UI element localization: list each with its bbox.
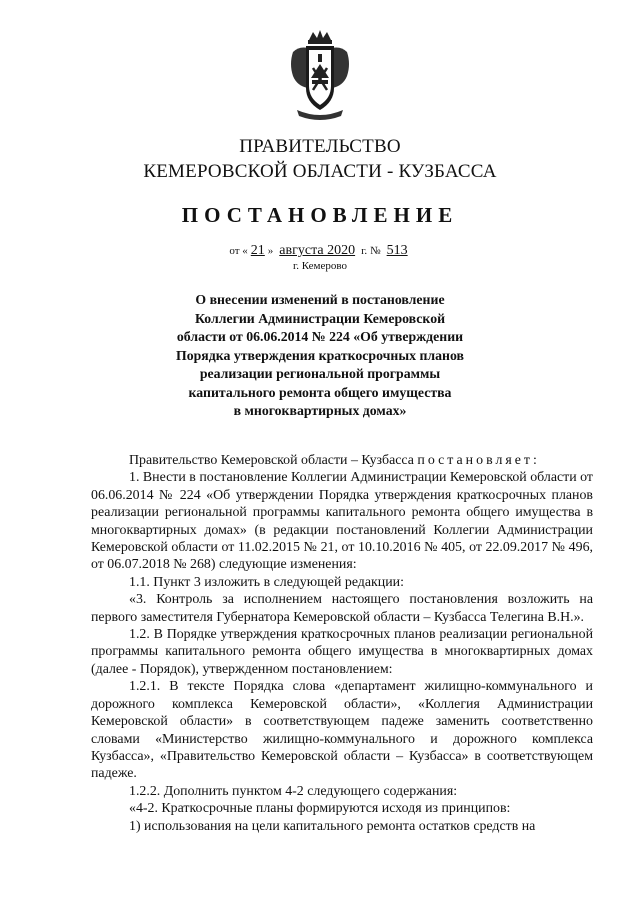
date-day: 21 [250,243,265,258]
title-line: Коллегии Администрации Кемеровской [194,310,446,326]
paragraph: 1) использования на цели капитального ремонта остатков средств на [129,818,536,834]
title-line: в многоквартирных домах» [233,403,407,418]
document-type: ПОСТАНОВЛЕНИЕ [181,203,459,227]
paragraph: 1.2. В Порядке утверждения краткосрочных планов реализации региональной программы капитального ремонта общего имущества в многоквартирных домах (далее - Порядок), утвержденном постановлением: [91,627,593,677]
title-line: капитального ремонта общего имущества [188,384,452,400]
date-prefix: от « [229,245,248,257]
paragraph: 1.1. Пункт 3 изложить в следующей редакции: [129,574,404,590]
paragraph: 1.2.1. В тексте Порядка слова «департамент жилищно-коммунального и дорожного комплекса Кемеровской области», «Коллегия Администрации Кемеровской области» в соответствующем падеже заменить соответственно словами «Министерство жилищно-коммунального и дорожного комплекса Кузбасса», «Правительство Кемеровской области – Кузбасса» в соответствующем падеже. [91,679,593,782]
document-body [91,452,593,835]
document-title [140,291,500,421]
paragraph: «3. Контроль за исполнением настоящего постановления возложить на первого заместителя Губернатора Кемеровской области – Кузбасса Телегина В.Н.». [91,592,593,625]
preamble-verb: постановляет: [417,453,540,468]
date-quote-close: » [267,245,274,257]
title-line: реализации региональной программы [199,366,441,381]
title-line: О внесении изменений в постановление [195,292,445,307]
date-number-line [0,243,640,259]
city-name: г. Кемерово [292,260,348,272]
date-month-year: августа 2020 [279,243,356,258]
coat-of-arms-icon [289,28,351,122]
title-line: области от 06.06.2014 № 224 «Об утверждении [176,329,464,344]
title-line: Порядка утверждения краткосрочных планов [175,347,465,363]
government-name-line2: КЕМЕРОВСКОЙ ОБЛАСТИ - КУЗБАССА [143,161,497,182]
number-sign: № [370,245,381,257]
government-name-line1: ПРАВИТЕЛЬСТВО [239,136,401,157]
preamble-text: Правительство Кемеровской области – Кузбасса [129,453,418,468]
document-number: 513 [386,243,408,258]
paragraph: 1.2.2. Дополнить пунктом 4-2 следующего содержания: [129,783,458,799]
paragraph: «4-2. Краткосрочные планы формируются исходя из принципов: [129,801,511,817]
paragraph: 1. Внести в постановление Коллегии Администрации Кемеровской области от 06.06.2014 № 224 «Об утверждении Порядка утверждения краткосрочных планов реализации региональной программы капитального ремонта общего имущества в многоквартирных домах» (в редакции постановлений Коллегии Администрации Кемеровской области от 11.02.2015 № 21, от 10.10.2016 № 405, от 22.09.2017 № 496, от 06.07.2018 № 268) следующие изменения: [91,470,593,573]
preamble [91,452,593,469]
date-year-suffix: г. [361,245,368,257]
